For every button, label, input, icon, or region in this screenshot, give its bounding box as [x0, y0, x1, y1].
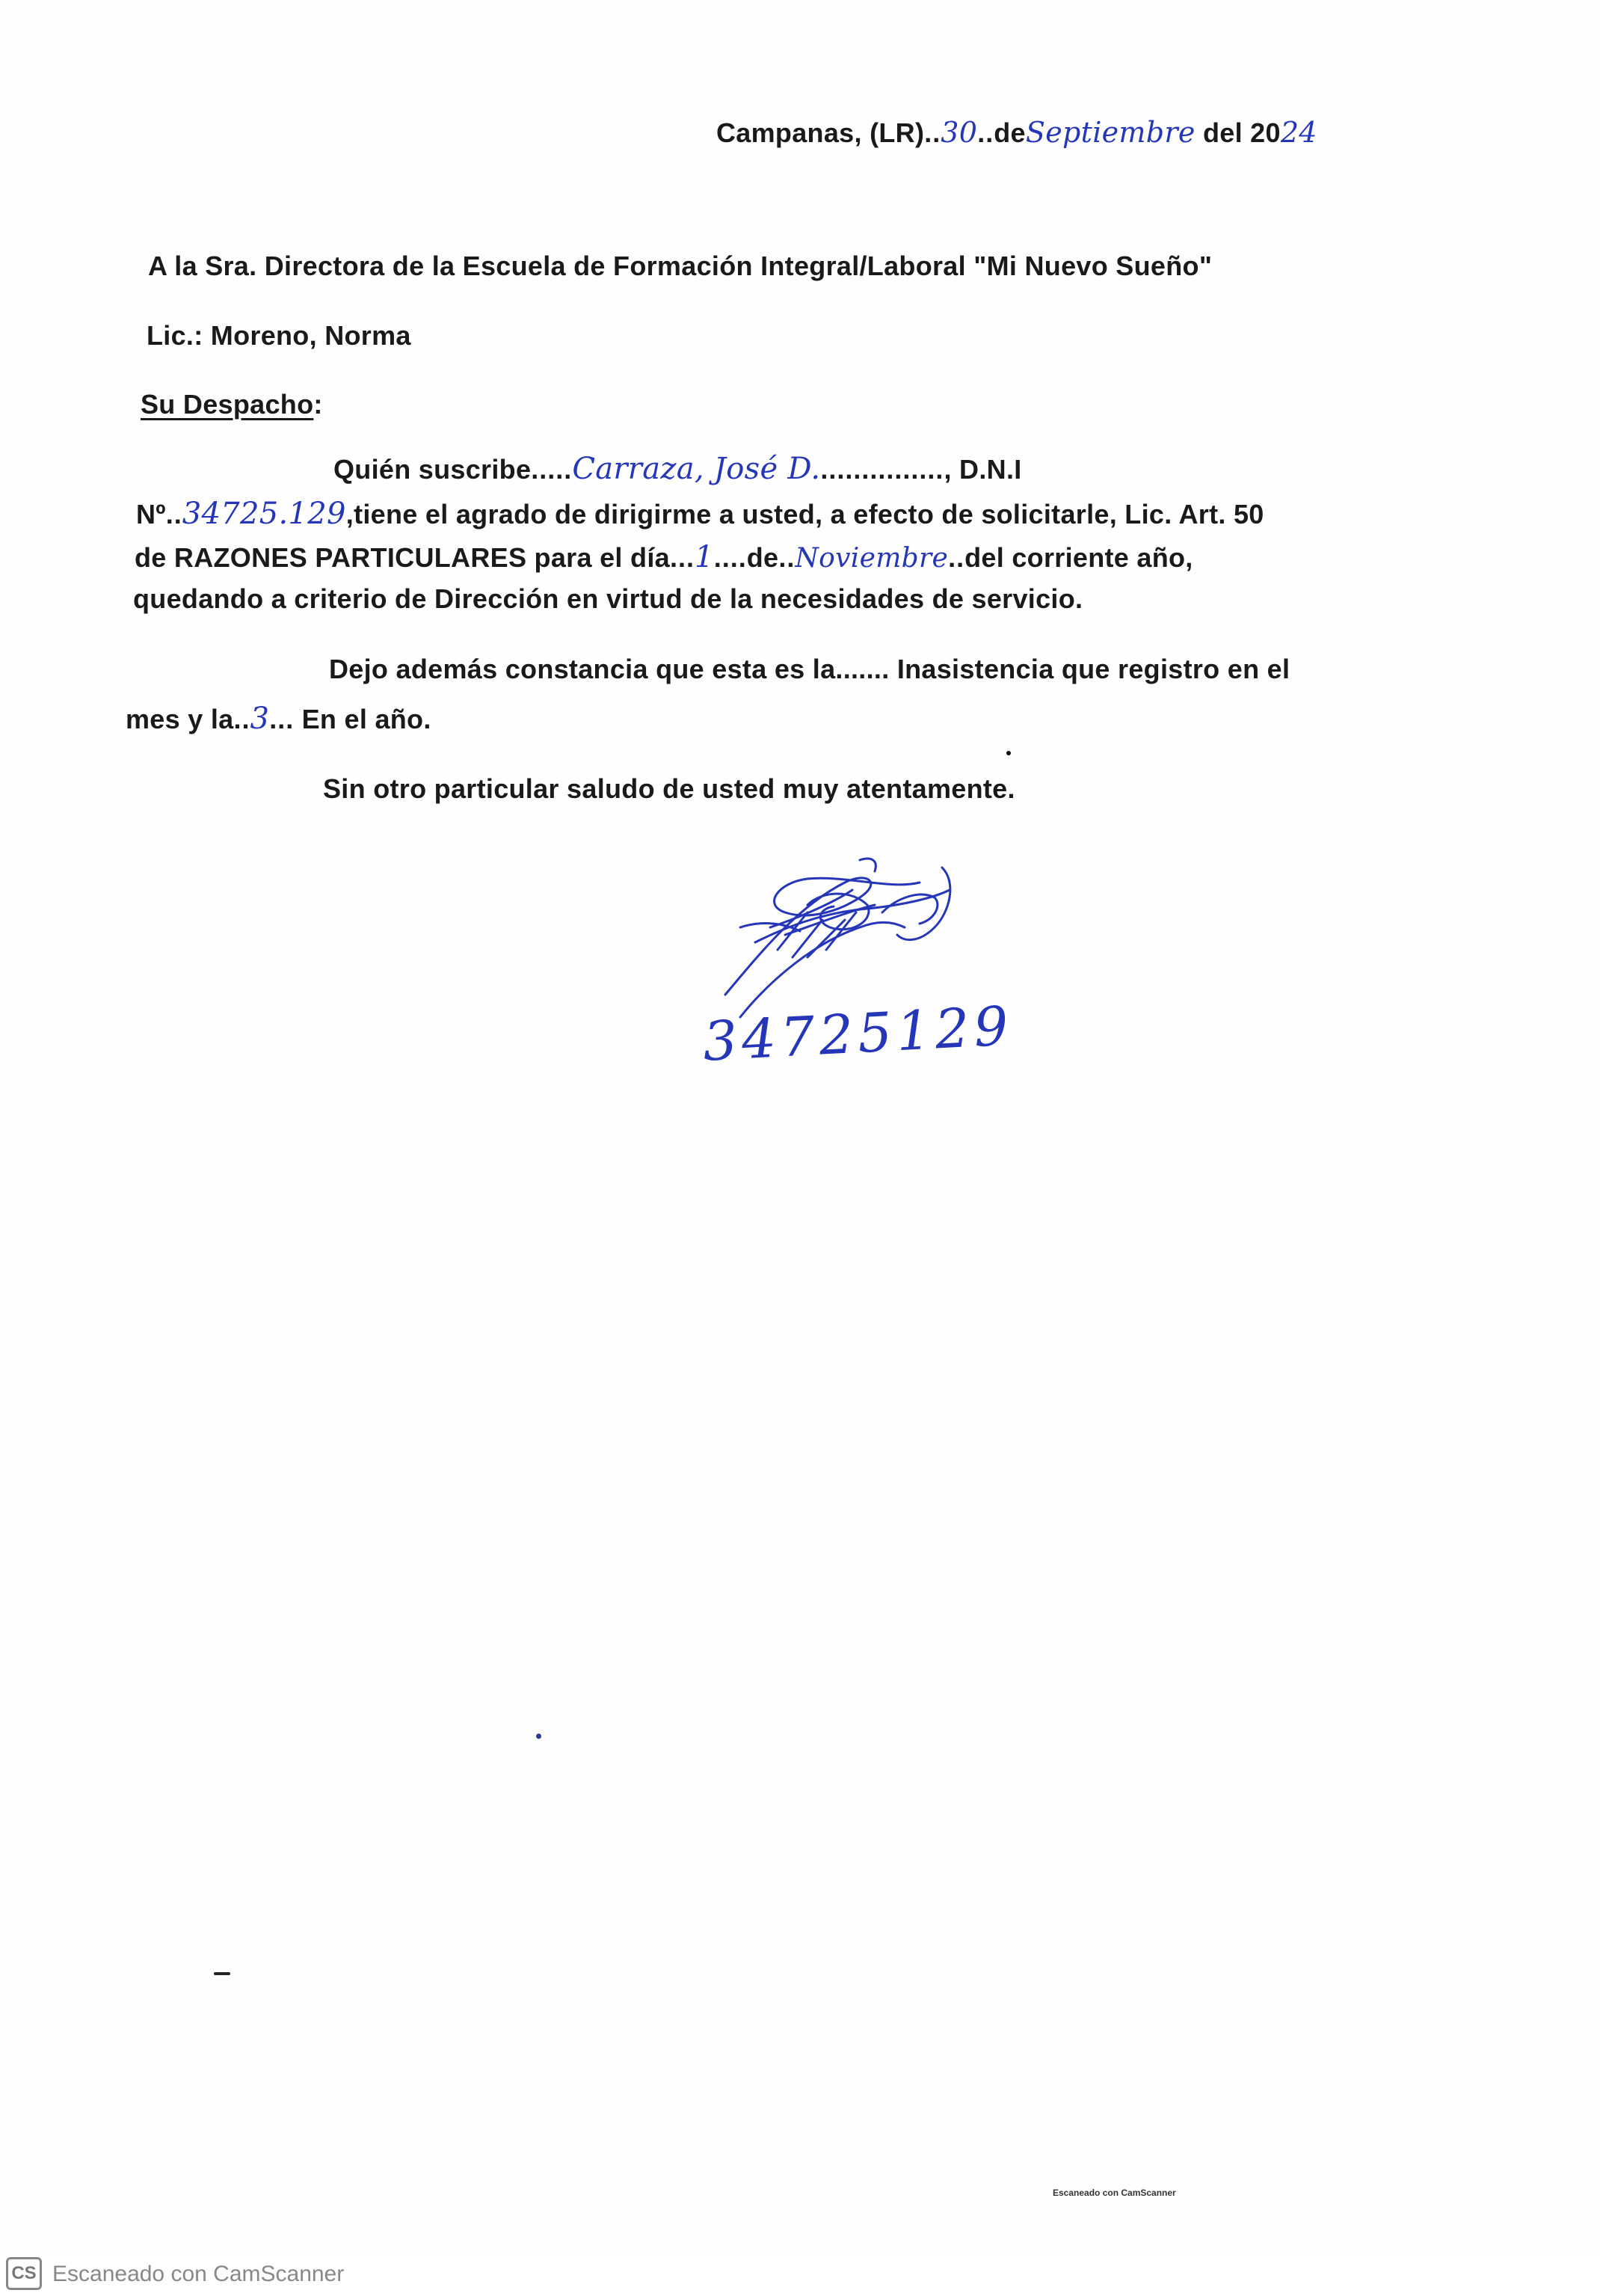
body-line-2-text: ,tiene el agrado de dirigirme a usted, a efecto de solicitarle, Lic. Art. 50: [345, 499, 1264, 530]
body-line-6-start: mes y la: [126, 704, 234, 734]
recipient-line: A la Sra. Directora de la Escuela de Formación Integral/Laboral "Mi Nuevo Sueño": [148, 251, 1213, 281]
body-line-6: mes y la..3... En el año.: [126, 702, 431, 736]
handwritten-day-2: 1: [694, 540, 714, 574]
place-text: Campanas, (LR): [716, 117, 925, 148]
body-line-4: quedando a criterio de Dirección en virtud de la necesidades de servicio.: [133, 583, 1083, 614]
ink-speck: [1006, 751, 1011, 755]
dni-label: , D.N.I: [944, 454, 1022, 485]
de-text: de: [994, 117, 1026, 148]
su-despacho: [141, 389, 323, 420]
handwritten-dni: 34725.129: [182, 497, 346, 531]
ink-speck: [214, 1972, 230, 1975]
camscanner-logo: CS: [6, 2257, 42, 2290]
handwritten-month-2: Noviembre: [795, 543, 949, 574]
su-despacho-colon: :: [313, 389, 323, 420]
signature-dni: 34725129: [701, 994, 1015, 1073]
scanner-small-mark: Escaneado con CamScanner: [1053, 2188, 1176, 2198]
recipient-name: Lic.: Moreno, Norma: [147, 320, 411, 351]
closing-line: Sin otro particular saludo de usted muy atentamente.: [323, 773, 1015, 804]
body-line-1: Quién suscribe.....Carraza, José D................, D.N.I: [333, 452, 1022, 486]
body-line-2: Nº..34725.129,tiene el agrado de dirigirme a usted, a efecto de solicitarle, Lic. Art. 50: [136, 497, 1264, 531]
body-line-3-start: de RAZONES PARTICULARES para el día: [135, 542, 670, 573]
quien-suscribe-text: Quién suscribe: [333, 454, 532, 485]
handwritten-month: Septiembre: [1025, 116, 1196, 149]
handwritten-day: 30: [941, 116, 978, 149]
handwritten-year: 24: [1280, 116, 1317, 149]
camscanner-text: Escaneado con CamScanner: [52, 2262, 345, 2286]
handwritten-count: 3: [250, 702, 270, 736]
date-line: Campanas, (LR)..30..deSeptiembre del 2024: [716, 116, 1317, 149]
body-line-3-de: de: [746, 542, 779, 573]
ink-speck: [536, 1734, 541, 1739]
body-line-5: Dejo además constancia que esta es la....... Inasistencia que registro en el: [329, 654, 1290, 684]
nro-label: Nº: [136, 499, 166, 530]
footer: [0, 2251, 1600, 2296]
handwritten-name: Carraza, José D.: [572, 452, 821, 486]
year-prefix: del 20: [1202, 117, 1281, 148]
body-line-3-end: del corriente año,: [964, 542, 1193, 573]
body-line-3: de RAZONES PARTICULARES para el día...1....de..Noviembre..del corriente año,: [135, 540, 1193, 574]
body-line-6-end: En el año.: [301, 704, 431, 734]
su-despacho-label: Su Despacho: [141, 389, 314, 420]
